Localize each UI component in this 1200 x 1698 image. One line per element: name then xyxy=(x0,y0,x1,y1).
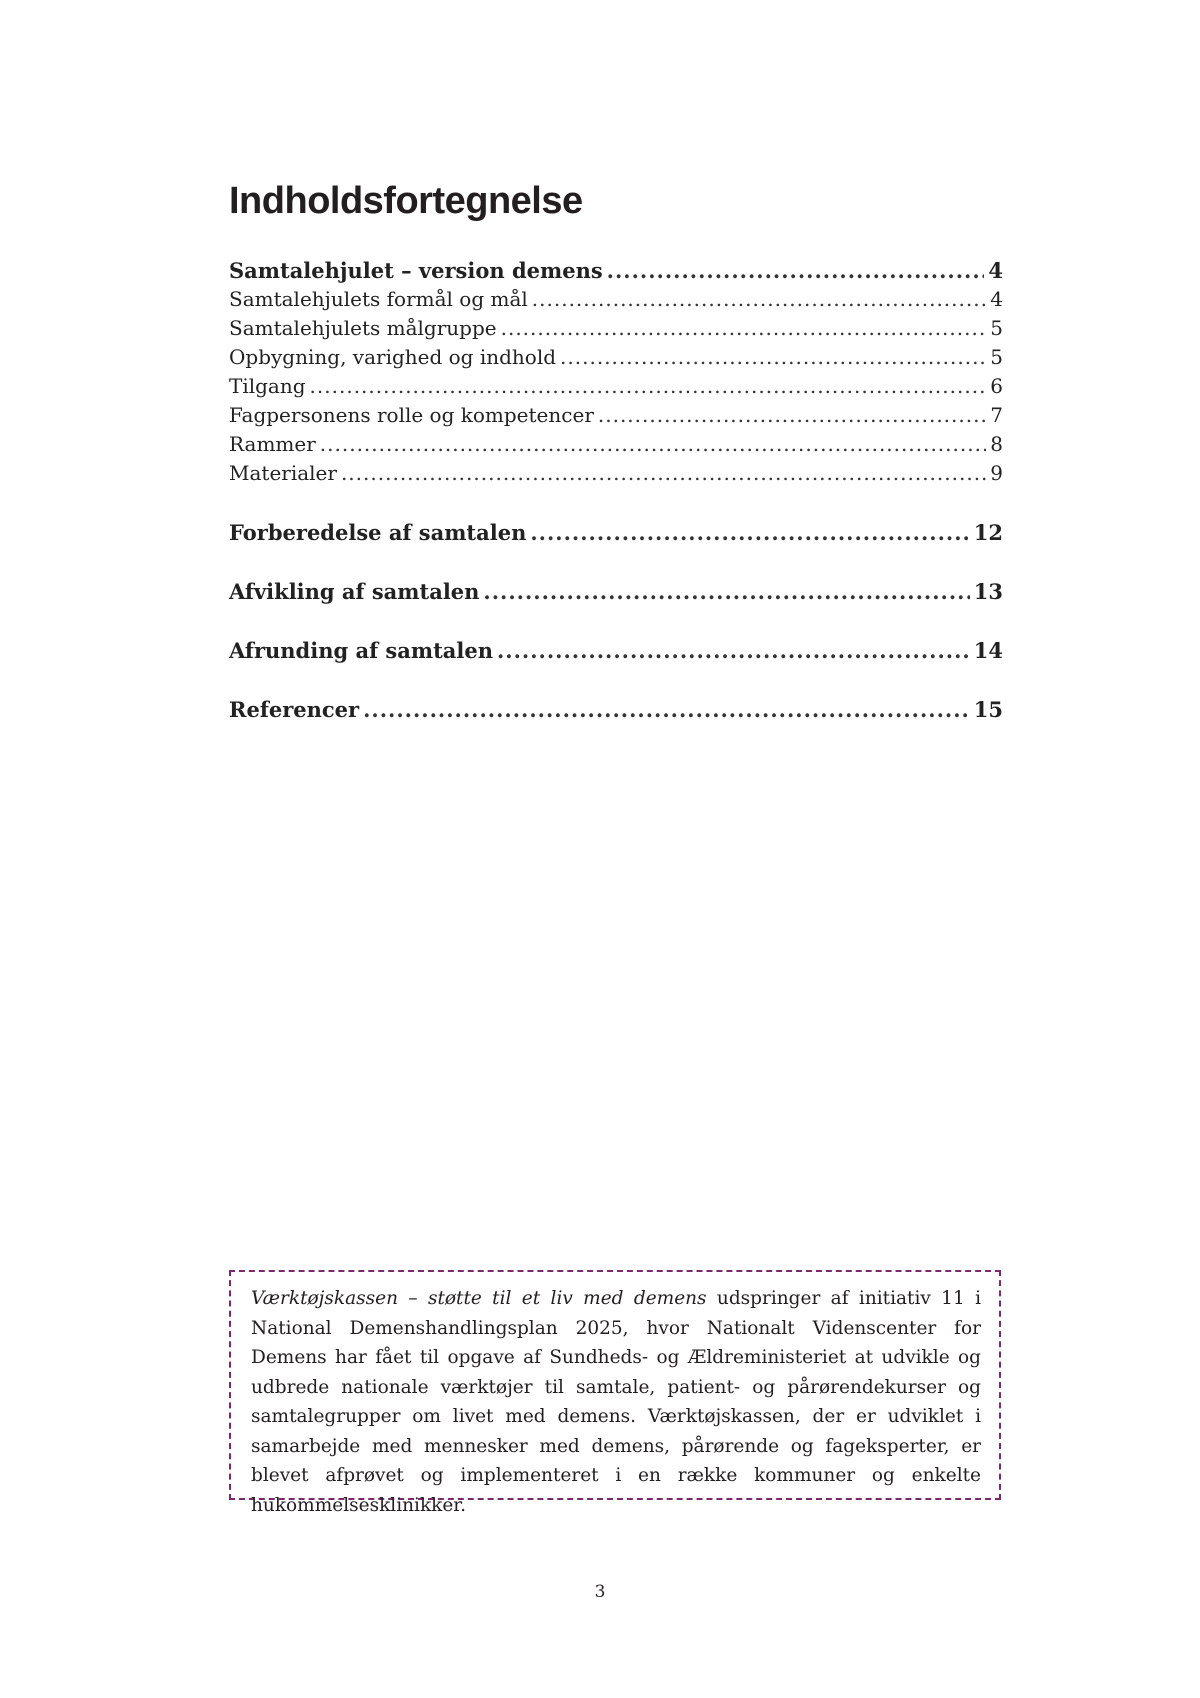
toc-entry-label: Afvikling af samtalen xyxy=(229,579,480,604)
toc-leader-dots xyxy=(341,459,986,488)
toc-entry-page: 6 xyxy=(990,374,1003,398)
toc-entry-label: Forberedelse af samtalen xyxy=(229,520,527,545)
toc-leader-dots xyxy=(363,695,970,724)
toc-entry-label: Samtalehjulet – version demens xyxy=(229,258,603,283)
toc-entry-label: Samtalehjulets formål og mål xyxy=(229,287,528,311)
toc-entry-page: 13 xyxy=(973,579,1003,604)
toc-leader-dots xyxy=(320,430,986,459)
toc-leader-dots xyxy=(497,636,970,665)
toc-leader-dots xyxy=(310,372,987,401)
toc-entry[interactable] xyxy=(229,314,1003,343)
toc-entry-label: Tilgang xyxy=(229,374,306,398)
toc-entry-label: Fagpersonens rolle og kompetencer xyxy=(229,403,594,427)
toc-leader-dots xyxy=(530,518,969,547)
table-of-contents xyxy=(229,256,1003,724)
toc-entry-page: 12 xyxy=(973,520,1003,545)
toc-entry-label: Materialer xyxy=(229,461,337,485)
info-box xyxy=(229,1270,1001,1516)
toc-leader-dots xyxy=(607,256,985,285)
info-box-body: udspringer af initiativ 11 i National Demenshandlingsplan 2025, hvor Nationalt Videnscenter for Demens har fået til opgave af Sundheds- og Ældreministeriet at udvikle og udbrede nationale værktøjer til samtale, patient- og pårørendekurser og samtalegrupper om livet med demens. Værktøjskassen, der er udviklet i samarbejde med mennesker med demens, pårørende og fageksperter, er blevet afprøvet og implementeret i en række kommuner og enkelte hukommelsesklinikker. xyxy=(251,1288,981,1516)
page-title: Indholdsfortegnelse xyxy=(229,180,583,222)
toc-entry-page: 7 xyxy=(990,403,1003,427)
toc-entry[interactable] xyxy=(229,343,1003,372)
toc-entry-page: 5 xyxy=(990,316,1003,340)
toc-entry[interactable] xyxy=(229,430,1003,459)
toc-entry-label: Opbygning, varighed og indhold xyxy=(229,345,557,369)
info-box-text xyxy=(251,1284,981,1520)
toc-entry[interactable] xyxy=(229,372,1003,401)
info-box-title: Værktøjskassen – støtte til et liv med demens xyxy=(251,1288,707,1309)
toc-entry-label: Samtalehjulets målgruppe xyxy=(229,316,497,340)
toc-entry-page: 4 xyxy=(990,287,1003,311)
toc-entry[interactable] xyxy=(229,695,1003,724)
toc-entry-page: 15 xyxy=(973,697,1003,722)
toc-leader-dots xyxy=(532,285,986,314)
toc-entry-page: 4 xyxy=(988,258,1003,283)
toc-entry-label: Rammer xyxy=(229,432,316,456)
toc-entry[interactable] xyxy=(229,636,1003,665)
toc-leader-dots xyxy=(598,401,986,430)
toc-entry-label: Referencer xyxy=(229,697,360,722)
toc-entry-page: 5 xyxy=(990,345,1003,369)
toc-leader-dots xyxy=(501,314,987,343)
toc-entry[interactable] xyxy=(229,577,1003,606)
toc-entry[interactable] xyxy=(229,518,1003,547)
toc-entry-label: Afrunding af samtalen xyxy=(229,638,493,663)
toc-entry[interactable] xyxy=(229,285,1003,314)
toc-entry[interactable] xyxy=(229,459,1003,488)
page-number: 3 xyxy=(594,1582,606,1602)
toc-leader-dots xyxy=(483,577,969,606)
toc-entry-page: 14 xyxy=(973,638,1003,663)
toc-entry-page: 8 xyxy=(990,432,1003,456)
toc-entry[interactable] xyxy=(229,256,1003,285)
toc-entry-page: 9 xyxy=(990,461,1003,485)
toc-entry[interactable] xyxy=(229,401,1003,430)
toc-leader-dots xyxy=(560,343,986,372)
